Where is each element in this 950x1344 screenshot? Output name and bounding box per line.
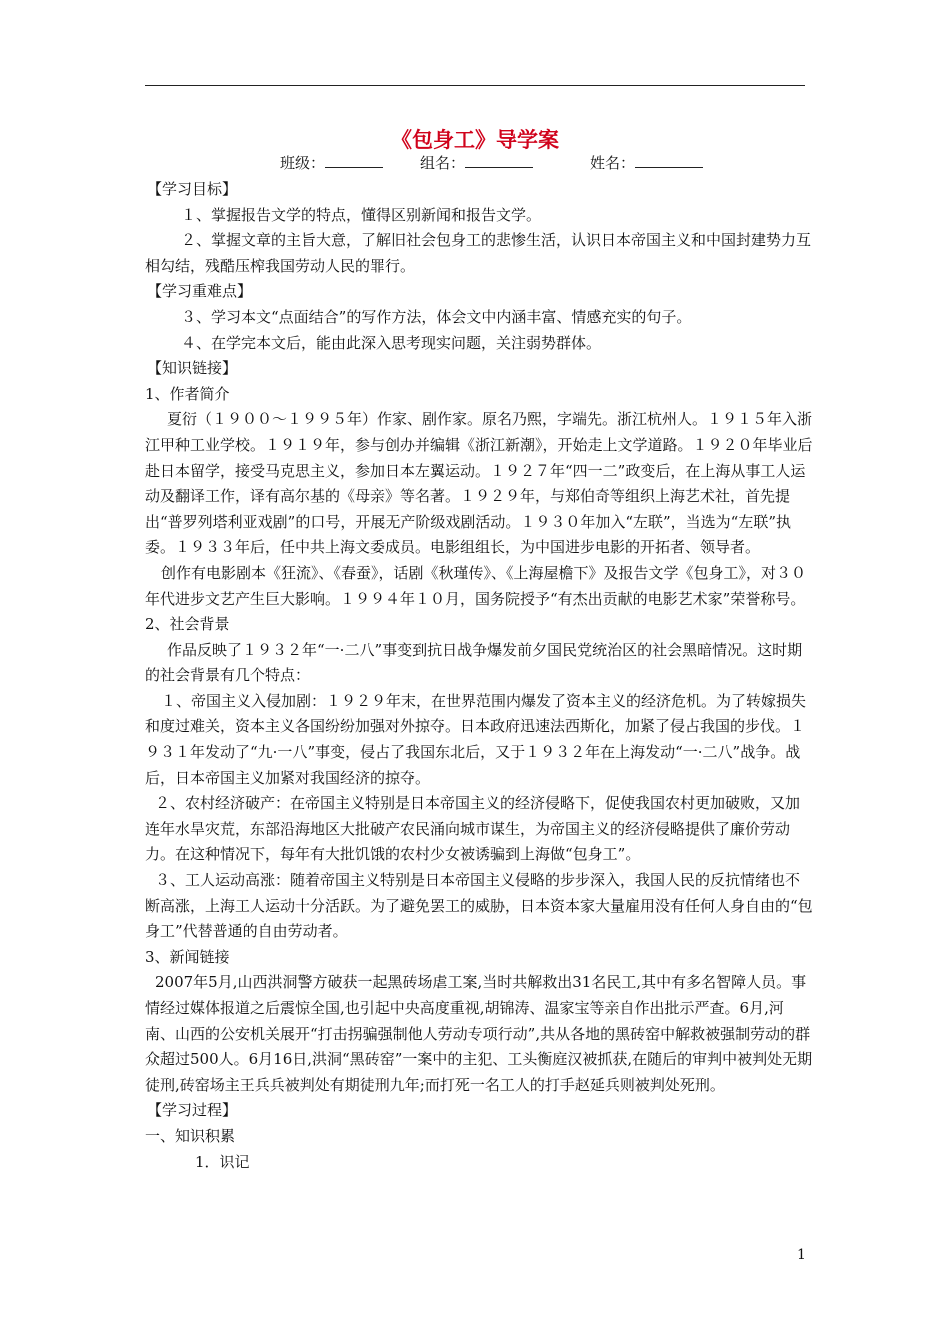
group-field xyxy=(420,152,533,173)
class-label: 班级： xyxy=(280,154,326,172)
goal-2: ２、掌握文章的主旨大意，了解旧社会包身工的悲惨生活，认识日本帝国主义和中国封建势力互相勾结，残酷压榨我国劳动人民的罪行。 xyxy=(145,231,812,275)
news-heading: 3、新闻链接 xyxy=(145,947,230,966)
key-points-heading: 【学习重难点】 xyxy=(147,282,253,301)
author-paragraph-1: 夏衍（１９００～１９９５年）作家、剧作家。原名乃熙，字端先。浙江杭州人。１９１５年入浙江甲种工业学校。１９１９年，参与创办并编辑《浙江新潮》，开始走上文学道路。１９２０年毕业后赴日本留学，接受马克思主义，参加日本左翼运动。１９２７年“四一二”政变后，在上海从事工人运动及翻译工作，译有高尔基的《母亲》等名著。１９２９年，与郑伯奇等组织上海艺术社，首先提出“普罗列塔利亚戏剧”的口号，开展无产阶级戏剧活动。１９３０年加入“左联”，当选为“左联”执委。１９３３年后，任中共上海文委成员。电影组组长，为中国进步电影的开拓者、领导者。 xyxy=(145,410,813,557)
document-title: 《包身工》导学案 xyxy=(391,127,559,152)
process-heading: 【学习过程】 xyxy=(147,1101,238,1120)
news-paragraph: 2007年5月,山西洪洞警方破获一起黑砖场虐工案,当时共解救出31名民工,其中有多名智障人员。事情经过媒体报道之后震惊全国,也引起中央高度重视,胡锦涛、温家宝等亲自作出批示严查。6月,河南、山西的公安机关展开“打击拐骗强制他人劳动专项行动”,共从各地的黑砖窑中解救被强制劳动的群众超过500人。6月16日,洪洞“黑砖窑”一案中的主犯、工头衡庭汉被抓获,在随后的审判中被判处无期徒刑,砖窑场主王兵兵被判处有期徒刑九年;而打死一名工人的打手赵延兵则被判处死刑。 xyxy=(145,973,813,1094)
knowledge-heading: 【知识链接】 xyxy=(147,359,238,378)
header-rule xyxy=(145,85,805,86)
document-body xyxy=(145,177,813,1175)
author-paragraph-2: 创作有电影剧本《狂流》、《春蚕》，话剧《秋瑾传》、《上海屋檐下》及报告文学《包身工》，对３０年代进步文艺产生巨大影响。１９９４年１０月，国务院授予“有杰出贡献的电影艺术家”荣誉称号。 xyxy=(145,563,807,608)
background-paragraph-3: ２、农村经济破产：在帝国主义特别是日本帝国主义的经济侵略下，促使我国农村更加破败，又加连年水旱灾荒，东部沿海地区大批破产农民涌向城市谋生，为帝国主义的经济侵略提供了廉价劳动力。在这种情况下，每年有大批饥饿的农村少女被诱骗到上海做“包身工”。 xyxy=(145,794,801,864)
class-blank xyxy=(325,153,383,168)
process-item: 1．识记 xyxy=(195,1152,250,1171)
group-label: 组名： xyxy=(420,154,466,172)
page-number: 1 xyxy=(797,1247,806,1263)
group-blank xyxy=(465,153,533,168)
background-paragraph-2: １、帝国主义入侵加剧：１９２９年末，在世界范围内爆发了资本主义的经济危机。为了转嫁损失和度过难关，资本主义各国纷纷加强对外掠夺。日本政府迅速法西斯化，加紧了侵占我国的步伐。１９３１年发动了“九·一八”事变，侵占了我国东北后，又于１９３２年在上海发动“一·二八”战争。战后，日本帝国主义加紧对我国经济的掠夺。 xyxy=(145,691,807,787)
background-heading: 2、社会背景 xyxy=(145,615,230,634)
name-blank xyxy=(635,153,703,168)
name-label: 姓名： xyxy=(590,154,636,172)
background-paragraph-1: 作品反映了１９３２年“一·二八”事变到抗日战争爆发前夕国民党统治区的社会黑暗情况。这时期的社会背景有几个特点： xyxy=(145,640,803,685)
key-point-3: ３、学习本文“点面结合”的写作方法，体会文中内涵丰富、情感充实的句子。 xyxy=(181,307,692,326)
author-heading: 1、作者简介 xyxy=(145,384,230,403)
key-point-4: ４、在学完本文后，能由此深入思考现实问题，关注弱势群体。 xyxy=(181,333,602,352)
goal-1: １、掌握报告文学的特点，懂得区别新闻和报告文学。 xyxy=(181,205,542,224)
background-paragraph-4: ３、工人运动高涨：随着帝国主义特别是日本帝国主义侵略的步步深入，我国人民的反抗情绪也不断高涨，上海工人运动十分活跃。为了避免罢工的威胁，日本资本家大量雇用没有任何人身自由的“包身工”代替普通的自由劳动者。 xyxy=(145,871,813,941)
class-field xyxy=(280,152,383,173)
goals-heading: 【学习目标】 xyxy=(147,180,238,198)
process-subheading: 一、知识积累 xyxy=(145,1126,236,1145)
name-field xyxy=(590,152,703,173)
